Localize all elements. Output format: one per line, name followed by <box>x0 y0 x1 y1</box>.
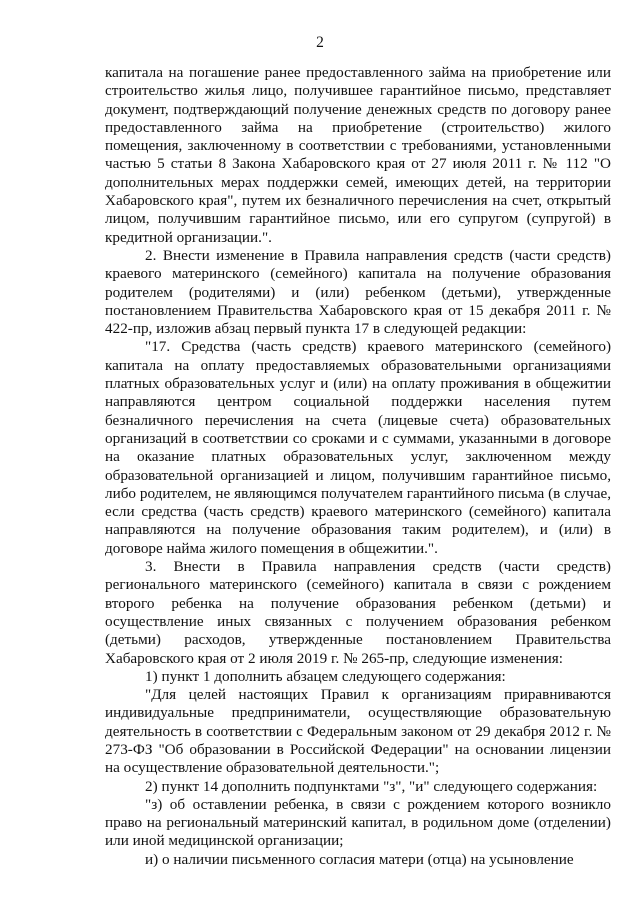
paragraph: 3. Внести в Правила направления средств (части средств) регионального материнского (семейного) капитала в связи с рождением второго ребенка на получение образования ребенком (детьми) и осуществление иных связанных с получением образования ребенком (детьми) расходов, утвержденные постановлением Правительства Хабаровского края от 2 июля 2019 г. № 265-пр, следующие изменения: <box>105 558 611 667</box>
paragraph: и) о наличии письменного согласия матери (отца) на усыновление <box>145 850 574 868</box>
paragraph: "Для целей настоящих Правил к организациям приравниваются индивидуальные предприниматели, осуществляющие образовательную деятельность в соответствии с Федеральным законом от 29 декабря 2012 г. № 273-ФЗ "Об образовании в Российской Федерации" на основании лицензии на осуществление образовательной деятельности."; <box>105 686 611 777</box>
paragraph: 2. Внести изменение в Правила направления средств (части средств) краевого материнского (семейного) капитала на получение образования родителем (родителями) и (или) ребенком (детьми), утвержденные постановлением Правительства Хабаровского края от 15 декабря 2011 г. № 422-пр, изложив абзац первый пункта 17 в следующей редакции: <box>105 246 611 338</box>
paragraph: 2) пункт 14 дополнить подпунктами "з", "и" следующего содержания: <box>145 777 598 795</box>
paragraph: 1) пункт 1 дополнить абзацем следующего содержания: <box>145 667 506 685</box>
paragraph: "17. Средства (часть средств) краевого материнского (семейного) капитала на оплату предоставляемых образовательными организациями платных образовательных услуг и (или) на оплату проживания в общежитии направляются центром социальной поддержки населения путем безналичного перечисления на счета (лицевые счета) образовательных организаций в соответствии со сроками и с суммами, указанными в договоре на оказание платных образовательных услуг, заключенном между образовательной организацией и лицом, получившим гарантийное письмо, либо родителем, не являющимся получателем гарантийного письма (в случае, если средства (часть средств) краевого материнского (семейного) капитала направляются на получение образования таким родителем), и (или) в договоре найма жилого помещения в общежитии.". <box>105 338 611 557</box>
paragraph: капитала на погашение ранее предоставленного займа на приобретение или строительство жилья лицо, получившее гарантийное письмо, представляет документ, подтверждающий получение денежных средств по договору ранее предоставленного займа на приобретение (строительство) жилого помещения, заключенному в соответствии с требованиями, установленными частью 5 статьи 8 Закона Хабаровского края от 27 июля 2011 г. № 112 "О дополнительных мерах поддержки семей, имеющих детей, на территории Хабаровского края", путем их безналичного перечисления на счет, открытый лицом, получившим гарантийное письмо, или его супругом (супругой) в кредитной организации.". <box>105 64 611 246</box>
document-body <box>105 64 611 869</box>
paragraph: "з) об оставлении ребенка, в связи с рождением которого возникло право на региональный материнский капитал, в родильном доме (отделении) или иной медицинской организации; <box>105 795 611 850</box>
page-number: 2 <box>316 34 324 51</box>
